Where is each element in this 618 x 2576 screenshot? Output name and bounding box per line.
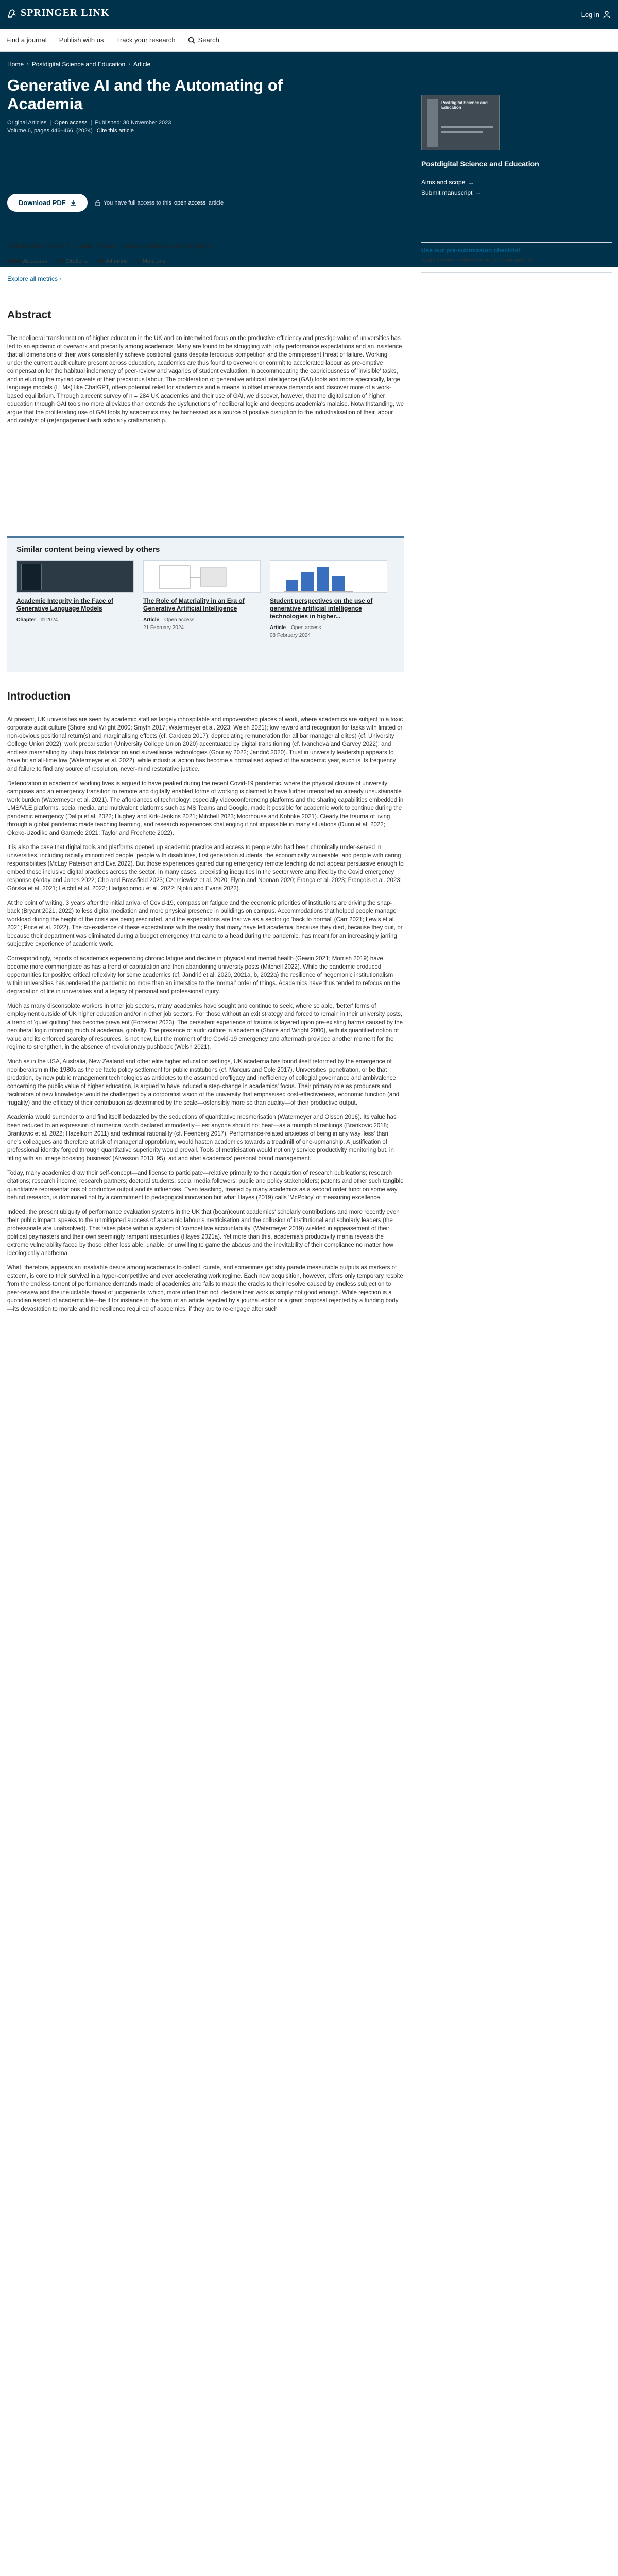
abstract-text: The neoliberal transformation of higher education in the UK and an intertwined focus on the productive efficiency and prestige value of universities has led to an epidemic of overwork and precarity among academics. Many are found to be struggling with lofty performance expectations and an insistence that all dimensions of their work consistently achieve positional gains despite ferocious competition and the omnipresent threat of failure. Working under the current audit culture present across education, academics are thus found to overwork or commit to accelerated labour as pre-emptive compensation for the habitual inclemency of peer-review and vagaries of student evaluation, in accommodating the capriciousness of 'invisible' tasks, and in eluding the myriad caveats of their precarious labour. The proliferation of generative artificial intelligence (GAI) tools and more specifically, large language models (LLMs) like ChatGPT, offers potential relief for academics and a means to offset intensive demands and discover more of a work-based equilibrium. Through a recent survey of n = 284 UK academics and their use of GAI, we discover, however, that the digitalisation of higher education through GAI tools no more alleviates than extends the dysfunctions of neoliberal logic and deepens academia's malaise. Notwithstanding, we argue that the proliferating use of GAI tools by academics may be harnessed as a source of positive disruption to the industrialisation of their labour and catalyst of (re)engagement with scholarly craftsmanship. bbox=[7, 335, 404, 424]
similar-card[interactable] bbox=[270, 560, 387, 639]
similar-date: 08 February 2024 bbox=[270, 633, 311, 638]
author-list: Richard Watermeyer ✉ , Lawrie Phipps , Donna Lanclos & Cathryn Knight bbox=[7, 242, 212, 249]
intro-paragraph: Much as many disconsolate workers in other job sectors, many academics have sought and continue to seek, where so able, 'better' forms of employment outside of UK higher education and/or in other job sectors. For those without an exit strategy and forced to remain in their university posts, a trend of 'quiet quitting' has become prevalent (Forrester 2023). The persistent experience of trauma is layered upon pre-existing harms caused by the neoliberal logic informing much of academia, globally. The presence of audit culture in academia (Shore and Wright 2000), with its quantified notion of value and its enforced scarcity of resources, is not new, but the moment of the Covid-19 emergency and aftermath provided another moment for the regime to strengthen, in the absence of revolutionary pushback (Welsh 2021). bbox=[7, 1003, 403, 1050]
submit-manuscript-label: Submit manuscript bbox=[421, 189, 473, 196]
metric-mentions bbox=[137, 258, 165, 265]
top-bar bbox=[0, 0, 618, 29]
similar-heading: Similar content being viewed by others bbox=[16, 545, 160, 554]
similar-card[interactable] bbox=[16, 560, 134, 639]
nav-search[interactable] bbox=[188, 36, 219, 44]
download-pdf-label: Download PDF bbox=[19, 199, 66, 207]
intro-paragraph: Correspondingly, reports of academics experiencing chronic fatigue and decline in physical and mental health (Gewin 2021; Morrish 2019) have become more commonplace as has a trend of capitulation and then abandoning university posts (Mitchell 2022). While the pandemic produced opportunities for positive critical reflexivity for some academics (cf. Jandrić et al. 2020, 2021a, b, 2022a) the resilience of hegemonic institutionalism within universities has rendered the pandemic no more than an interstice to the 'normal' order of things. Academics have thus tended to refocus on the degradation of life in universities and a legacy of personal and professional injury. bbox=[7, 956, 401, 995]
arrow-right-icon: → bbox=[468, 179, 474, 186]
intro-paragraph: At present, UK universities are seen by academic staff as largely inhospitable and impoverished places of work, where academics are subject to a toxic corporate audit culture (Shore and Wright 2000; Smyth 2017; Watermeyer et al. 2023; Welsh 2021); low reward and recognition for tasks with limited or non-obvious positional return(s) and marginalising effects (cf. Cardozo 2017); depreciating remuneration (for all bar managerial elites) (cf. University College Union 2022); work precarisation (University College Union 2020) accentuated by digital transitioning (cf. Ivancheva and Garvey 2022); and endless marshalling by ubiquitous datafication and surveillance technologies (Gourlay 2022; Jandrić 2020). Trust in university leadership appears to have hit an all-time low (Watermeyer et al. 2022), while industrial action has become a normalised aspect of the academic year, such is its frequency and failure to find any source of resolution, never-mind restorative justice. bbox=[7, 717, 403, 772]
nav-find-journal[interactable] bbox=[6, 36, 47, 44]
download-icon bbox=[70, 200, 76, 206]
intro-paragraph: Much as in the USA, Australia, New Zealand and other elite higher education settings, UK academia has found itself reformed by the emergence of neoliberalism in the 1980s as the de facto policy settlement for public institutions (cf. Marquis and Cole 2017). Universities' penetration, or be that predation, by new public management technologies as antidotes to the assumed profligacy and inefficiency of collegial governance and ambivalence concerning the public value of higher education, is argued to have induced a step-change in academics' focus. Their primary role as producers and facilitators of new knowledge would be challenged by a corporatist vision of the university that emphasised cost-effectiveness, economic function (and frugality) and the efficacy of their contribution as determined by the scale—ostensibly more so than quality—of their productive output. bbox=[7, 1059, 400, 1106]
chevron-right-icon: › bbox=[27, 61, 29, 67]
download-pdf-button[interactable] bbox=[7, 194, 88, 212]
nav-track-label: Track your research bbox=[116, 36, 176, 44]
explore-metrics-label: Explore all metrics bbox=[7, 275, 58, 282]
article-meta: Original Articles | Open access | Published: 30 November 2023 bbox=[7, 120, 171, 126]
metric-label: Altmetric bbox=[106, 258, 128, 264]
chevron-right-icon: › bbox=[128, 61, 130, 67]
similar-content bbox=[7, 536, 404, 672]
aims-scope-link[interactable] bbox=[421, 177, 607, 188]
intro-paragraph: Indeed, the present ubiquity of performance evaluation systems in the UK that (bean)count academics' scholarly contributions and more recently even their public impact, speaks to the unmitigated success of academic labour's metricisation and the collusion of institutional and scholarly leaders (the professoriate are unabsolved). This takes place within a system of 'competitive accountability' (Watermeyer 2019) wielded in appeasement of their political paymasters and their own seemingly rampant insecurities (Hayes 2021a). Yet more than this, academia's productivity mania reveals the extreme vulnerability faced by those either less able, unable, or unwilling to game the abacus and the inevitability of their compliance no matter how ideologically anathema. bbox=[7, 1209, 400, 1257]
metric-label: Accesses bbox=[23, 258, 47, 264]
access-note-suffix: article bbox=[208, 199, 224, 206]
metric-label: Mentions bbox=[142, 258, 166, 264]
breadcrumb-article: Article bbox=[133, 61, 151, 68]
checklist-desc: Avoid common mistakes on your manuscript. bbox=[421, 258, 534, 264]
nav-find-journal-label: Find a journal bbox=[6, 36, 47, 44]
sidebar bbox=[421, 242, 612, 273]
similar-date: 21 February 2024 bbox=[143, 625, 184, 631]
nav-publish[interactable] bbox=[59, 36, 104, 44]
intro-paragraph: It is also the case that digital tools and platforms opened up academic practice and access to people who had been chronically under-served in universities, including racially minoritized people, people with disabilities, first generation students, the economically vulnerable, and people with caring responsibilities (McLay Paterson and Eva 2022). But those experiences gained during emergency remote teaching do not appear persuasive enough to embed those inclusive digital practices across the sector. In many cases, preexisting inequities in the sector were amplified by the Covid emergency response (Arday and Jones 2022; Cho and Brassfield 2023; Czerniewicz et al. 2020; Flynn and Noonan 2020; França et al. 2023; François et al. 2023; Górska et al. 2021; Leichtl et al. 2022; Hadjisolomou et al. 2022; Njoku and Evans 2022). bbox=[7, 844, 404, 892]
login-link[interactable] bbox=[581, 10, 611, 19]
introduction-heading: Introduction bbox=[7, 690, 71, 702]
similar-access: Open access bbox=[291, 625, 321, 631]
checklist-link[interactable]: Use our pre-submission checklist bbox=[421, 247, 521, 254]
explore-metrics-link[interactable] bbox=[7, 275, 404, 282]
journal-cover-image[interactable] bbox=[421, 95, 500, 150]
metric-value: 5 bbox=[137, 258, 141, 265]
main-nav bbox=[0, 29, 618, 52]
similar-title[interactable]: Academic Integrity in the Face of Generative Language Models bbox=[16, 597, 114, 612]
published-date: Published: 30 November 2023 bbox=[95, 120, 171, 126]
article-title: Generative AI and the Automating of Academia bbox=[7, 76, 283, 113]
similar-title[interactable]: Student perspectives on the use of generative artificial intelligence technologies in higher... bbox=[270, 597, 373, 620]
abstract-heading: Abstract bbox=[7, 309, 52, 321]
similar-thumbnail bbox=[143, 560, 261, 593]
intro-paragraph: Academia would surrender to and find itself bedazzled by the seductions of quantitative mesmerisation (Watermeyer and Olssen 2016). Its value has been reduced to an expression of numerical worth declared immodestly—lest anyone should not hear—as a triumph of rankings (Brankovic 2018; Brankovic et al. 2022; Hazelkorn 2011) and technical rationality (cf. Feenberg 2017). Performance-related anxieties of being in any way 'less' than one's colleagues and therefore at risk of managerial opprobrium, would hasten academics towards a treadmill of one-upmanship. A justification of professional identity forged through quantitative superiority would prevail. Tools of metricisation would not only service productivity monitoring but, in fitting with an 'image boosting business' (Alvesson 2013: 95), aid and abet academics' personal brand management. bbox=[7, 1114, 397, 1162]
article-metrics bbox=[7, 258, 404, 265]
email-icon[interactable]: ✉ bbox=[65, 243, 71, 249]
introduction-section bbox=[7, 690, 404, 1319]
springer-horse-icon bbox=[6, 8, 18, 19]
unlock-icon bbox=[95, 200, 101, 206]
cite-link[interactable]: Cite this article bbox=[96, 128, 134, 134]
breadcrumb bbox=[7, 61, 399, 68]
open-access-link[interactable]: Open access bbox=[54, 120, 88, 126]
similar-date: © 2024 bbox=[41, 617, 58, 623]
submit-manuscript-link[interactable] bbox=[421, 188, 607, 198]
intro-paragraph: What, therefore, appears an insatiable desire among academics to collect, curate, and sometimes garishly parade measurable outputs as markers of esteem, is core to their survival in a hyper-competitive and ever accelerating work regime. Each new acquisition, however, offers only temporary respite from the endless torrent of performance demands made of academics and fails to mask the cracks to their resolve caused by endless subjection to peer-review and the ineluctable threat of judgements, which, more often than not, declare their work is simply not good enough. While rejection is a quotidian aspect of academic life—be it for instance in the form of an article rejected by a journal editor or a grant proposal rejected by a funding body—its devastation to morale and the resilience required of academics, if they are to re-engage after such bbox=[7, 1265, 403, 1312]
similar-access: Open access bbox=[164, 617, 195, 623]
springer-link-logo[interactable] bbox=[6, 7, 109, 19]
nav-search-label: Search bbox=[198, 36, 219, 44]
metric-accesses bbox=[7, 258, 47, 265]
intro-paragraph: Deterioration in academics' working lives is argued to have peaked during the recent Covid-19 pandemic, where the physical closure of university campuses and an emergency transition to remote and digitally enabled forms of working is claimed to have further intensified an already unsustainable work burden (Watermeyer et al. 2021). The affordances of technology, especially videoconferencing platforms and the sharing capabilities embedded in LMS/VLE platforms, social media, and multivalent platforms such as MS Teams and Google, made it possible for academic work to continue during the pandemic emergency (Dalipi et al. 2022; Hughey and Kirk-Jenkins 2021; Mitchell 2023; Moorhouse and Kohnke 2021). Clearly the trauma of living through a global pandemic made teaching learning, and research experiences challenging if not impossible in many situations (Dunn et al. 2022; Okeke-Uzodike and Gamede 2021; Taylor and Frechette 2022). bbox=[7, 781, 404, 836]
arrow-right-icon: → bbox=[475, 189, 482, 196]
breadcrumb-home[interactable]: Home bbox=[7, 61, 24, 68]
logo-text: SPRINGER LINK bbox=[21, 7, 110, 19]
similar-kind: Article bbox=[270, 625, 286, 631]
metric-citations bbox=[57, 258, 88, 265]
presubmission-checklist bbox=[421, 247, 612, 265]
intro-paragraph: At the point of writing, 3 years after the initial arrival of Covid-19, compassion fatigue and the economic priorities of institutions are driving the snap-back (Bryant 2021, 2022) to less digital mediation and more physical presence in buildings on campus. Accommodations that helped people manage workload during the height of the crisis are being rescinded, and the expectations are that we as a sector go 'back to normal' (Carr 2021; Lewis et al. 2021; Price et al. 2022). The co-existence of these expectations with the reality that many have left academia, because they died, because they quit, or because their department was eliminated during a budget emergency that came to a head during the pandemic, has meant for an increasingly jarring subjective experience of academic work. bbox=[7, 900, 403, 947]
volume-info: Volume 6, pages 446–466, (2024) bbox=[7, 128, 93, 134]
breadcrumb-journal[interactable]: Postdigital Science and Education bbox=[31, 61, 126, 68]
login-label: Log in bbox=[581, 10, 599, 19]
metric-altmetric bbox=[97, 258, 128, 265]
access-note-link[interactable]: open access bbox=[174, 199, 206, 206]
nav-publish-label: Publish with us bbox=[59, 36, 104, 44]
article-meta-volume bbox=[7, 128, 399, 134]
access-note bbox=[95, 200, 224, 206]
metric-value: 18 bbox=[56, 258, 64, 265]
checklist-icon bbox=[596, 247, 608, 260]
author-link[interactable]: Donna Lanclos bbox=[121, 242, 162, 249]
aims-scope-label: Aims and scope bbox=[421, 179, 466, 186]
chevron-right-icon: › bbox=[60, 275, 62, 282]
author-link[interactable]: Richard Watermeyer bbox=[7, 242, 64, 249]
similar-card[interactable] bbox=[143, 560, 261, 639]
similar-thumbnail bbox=[270, 560, 387, 593]
access-note-prefix: You have full access to this bbox=[103, 199, 172, 206]
similar-kind: Chapter bbox=[16, 617, 36, 623]
author-link[interactable]: Lawrie Phipps bbox=[76, 242, 115, 249]
cover-title: Postdigital Science and Education bbox=[441, 100, 488, 110]
nav-track[interactable] bbox=[116, 36, 176, 44]
author-link[interactable]: Cathryn Knight bbox=[170, 242, 212, 249]
similar-kind: Article bbox=[143, 617, 160, 623]
similar-title[interactable]: The Role of Materiality in an Era of Generative Artificial Intelligence bbox=[143, 597, 245, 612]
journal-links bbox=[421, 177, 607, 198]
abstract-section bbox=[7, 309, 404, 431]
user-icon bbox=[603, 10, 611, 19]
article-type: Original Articles bbox=[7, 120, 47, 126]
article-header bbox=[0, 52, 618, 267]
similar-thumbnail bbox=[16, 560, 134, 593]
metric-value: 8969 bbox=[7, 258, 21, 265]
journal-name-link[interactable]: Postdigital Science and Education bbox=[421, 160, 539, 168]
intro-paragraph: Today, many academics draw their self-concept—and license to participate—relative primarily to their acquisition of research publications; research citations; research income; research partners; doctoral students; social media followers; public and policy stakeholders; patents and other such tangible quantitative representations of productive output and its influences. Even teaching, treated by many academics as a second order function some way behind research, is dominated not by a commitment to pedagogical innovation but what Hayes (2019) calls 'McPolicy' of measuring excellence. bbox=[7, 1170, 404, 1201]
metric-value: 29 bbox=[96, 258, 104, 265]
metric-label: Citations bbox=[65, 258, 88, 264]
search-icon bbox=[188, 37, 195, 44]
